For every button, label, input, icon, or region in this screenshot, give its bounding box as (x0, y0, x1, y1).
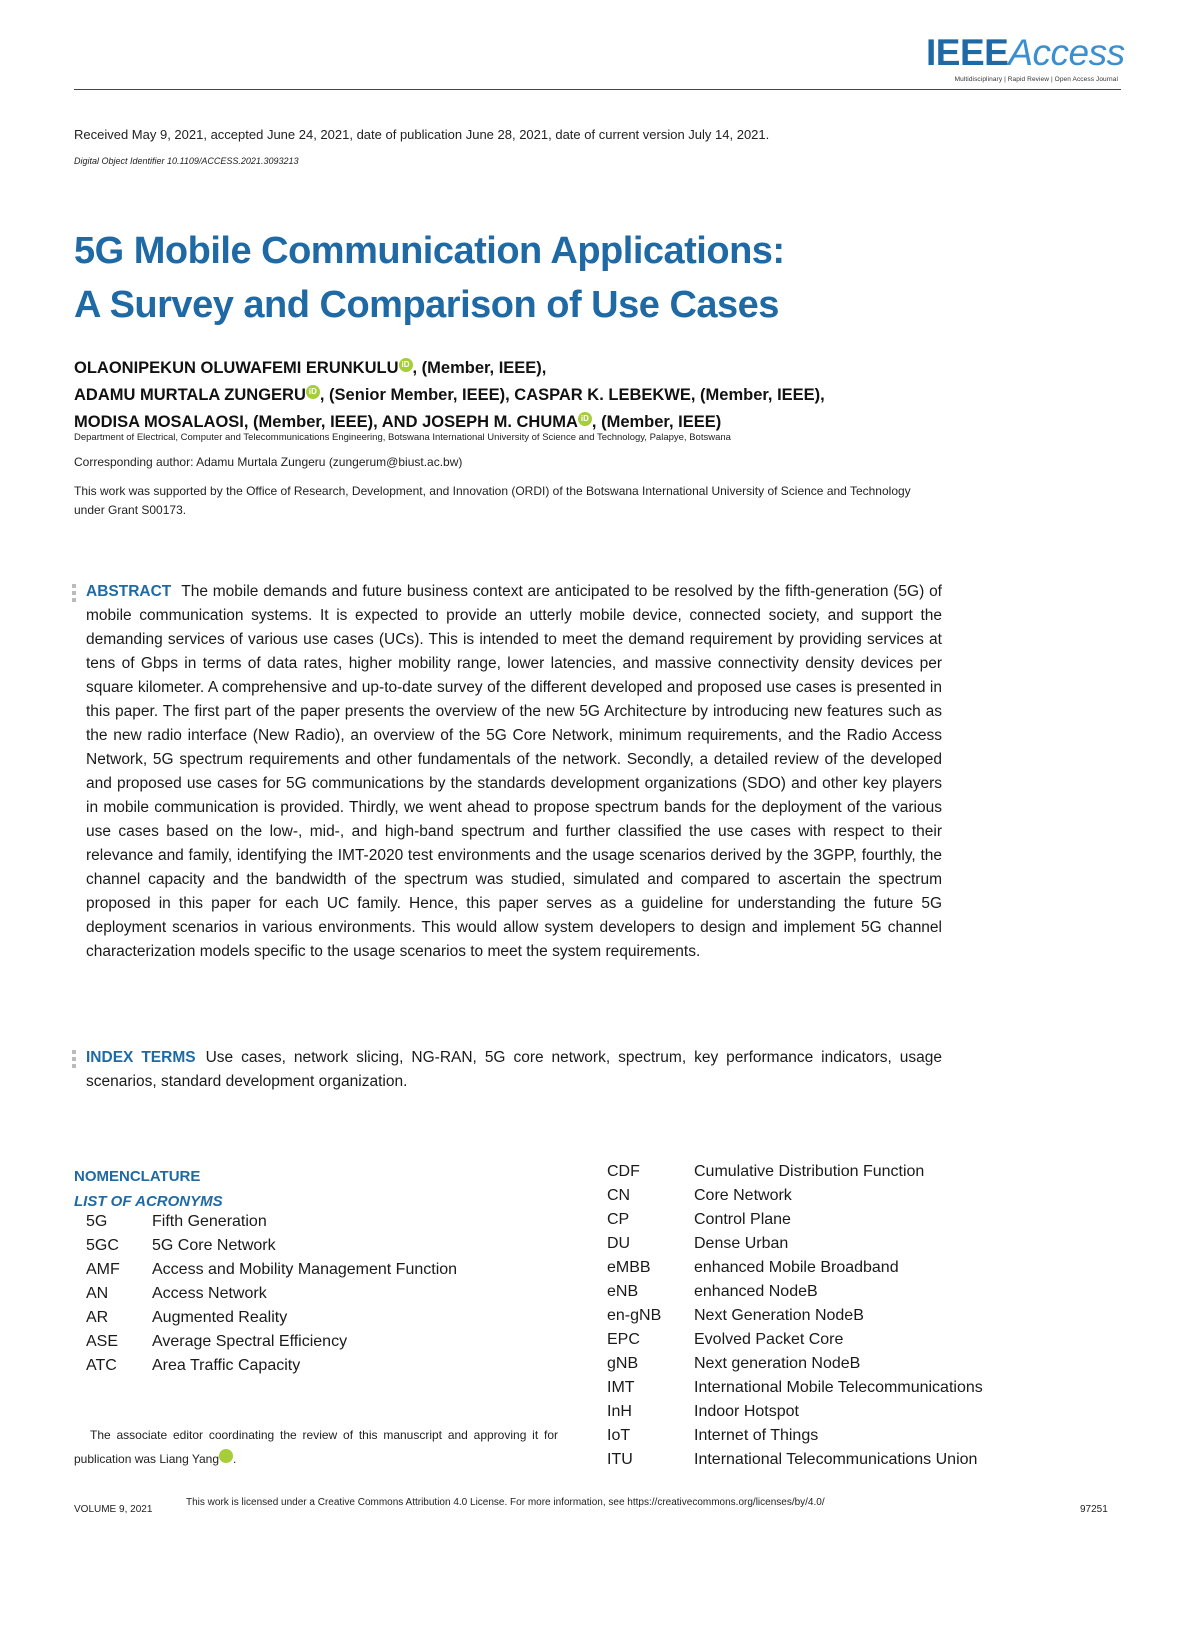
acronym-list-left (86, 1210, 457, 1378)
author-list (74, 355, 1134, 436)
acronym-row (607, 1184, 983, 1208)
acronym-abbr: CP (607, 1211, 630, 1228)
acronym-row (607, 1256, 983, 1280)
acronym-row (86, 1282, 457, 1306)
acronym-full: Augmented Reality (152, 1309, 288, 1326)
author-erunkulu: OLAONIPEKUN OLUWAFEMI ERUNKULU (74, 359, 399, 377)
acronym-full: Area Traffic Capacity (152, 1357, 301, 1374)
acronym-row (607, 1352, 983, 1376)
acronym-row (86, 1306, 457, 1330)
index-terms-margin-marker (72, 1050, 78, 1071)
acronym-full: Fifth Generation (152, 1213, 267, 1230)
acronym-full: International Telecommunications Union (694, 1451, 978, 1468)
acronym-row (607, 1232, 983, 1256)
received-dates: Received May 9, 2021, accepted June 24, 2021, date of publication June 28, 2021, date of current version July 14, 2021. (74, 127, 770, 142)
acronym-full: Next generation NodeB (694, 1355, 861, 1372)
orcid-icon[interactable]: iD (578, 412, 592, 426)
acronym-full: Cumulative Distribution Function (694, 1163, 925, 1180)
author-role: , (Senior Member, IEEE), CASPAR K. LEBEKWE, (Member, IEEE), (319, 386, 825, 404)
index-terms-label: INDEX TERMS (86, 1049, 196, 1066)
acronym-abbr: ATC (86, 1357, 117, 1374)
index-terms-section (86, 1046, 942, 1094)
acronym-abbr: AN (86, 1285, 109, 1302)
acronym-abbr: AMF (86, 1261, 120, 1278)
title-line-1: 5G Mobile Communication Applications: (74, 230, 785, 272)
acronym-row (607, 1328, 983, 1352)
index-terms-text: Use cases, network slicing, NG-RAN, 5G core network, spectrum, key performance indicators, usage scenarios, standard development organization. (86, 1049, 942, 1090)
ieee-access-logo (926, 32, 1125, 83)
acronym-full: International Mobile Telecommunications (694, 1379, 983, 1396)
acronym-abbr: DU (607, 1235, 631, 1252)
orcid-icon[interactable]: iD (306, 385, 320, 399)
logo-wordmark (926, 32, 1125, 73)
orcid-icon[interactable]: iD (219, 1449, 233, 1463)
acronym-full: Indoor Hotspot (694, 1403, 799, 1420)
author-role: , (Member, IEEE), (412, 359, 547, 377)
acronym-abbr: eNB (607, 1283, 639, 1300)
acronyms-subheading: LIST OF ACRONYMS (74, 1193, 223, 1210)
acronym-abbr: InH (607, 1403, 632, 1420)
acronym-full: Internet of Things (694, 1427, 819, 1444)
author-zungeru: ADAMU MURTALA ZUNGERU (74, 386, 306, 404)
acronym-full: Access and Mobility Management Function (152, 1261, 458, 1278)
acronym-row (607, 1424, 983, 1448)
corresponding-author: Corresponding author: Adamu Murtala Zungeru (zungerum@biust.ac.bw) (74, 455, 463, 469)
acronym-full: Control Plane (694, 1211, 791, 1228)
acronym-full: Average Spectral Efficiency (152, 1333, 348, 1350)
footer-license[interactable]: This work is licensed under a Creative Commons Attribution 4.0 License. For more information, see https://creativecommons.org/licenses/by/4.0/ (186, 1497, 825, 1508)
funding-statement: This work was supported by the Office of Research, Development, and Innovation (ORDI) of the Botswana International University of Science and Technology under Grant S00173. (74, 484, 911, 517)
abstract-margin-marker (72, 584, 78, 605)
acronym-abbr: gNB (607, 1355, 639, 1372)
footer-volume: VOLUME 9, 2021 (74, 1504, 153, 1515)
footer-page-number: 97251 (1080, 1504, 1108, 1515)
acronym-row (607, 1376, 983, 1400)
paper-title (74, 224, 785, 332)
acronym-full: Dense Urban (694, 1235, 789, 1252)
abstract-text: The mobile demands and future business context are anticipated to be resolved by the fifth-generation (5G) of mobile communication systems. It is expected to provide an utterly mobile device, connected society, and support the demanding services of various use cases (UCs). This is intended to meet the demand requirement by providing services at tens of Gbps in terms of data rates, higher mobility range, lower latencies, and massive connectivity density devices per square kilometer. A comprehensive and up-to-date survey of the different developed and proposed use cases is presented in this paper. The first part of the paper presents the overview of the new 5G Architecture by introducing new features such as the new radio interface (New Radio), an overview of the 5G Core Network, minimum requirements, and the Radio Access Network, 5G spectrum requirements and other fundamentals of the network. Secondly, a detailed review of the developed and proposed use cases for 5G communications by the standards development organizations (SDO) and other key players in mobile communication is provided. Thirdly, we went ahead to propose spectrum bands for the deployment of the various use cases based on the low-, mid-, and high-band spectrum and further classified the use cases with respect to their relevance and family, identifying the IMT-2020 test environments and the usage scenarios derived by the 3GPP, fourthly, the channel capacity and the bandwidth of the spectrum was studied, simulated and compared to ascertain the spectrum proposed in this paper for each UC family. Hence, this paper serves as a guideline for understanding the future 5G deployment scenarios in various environments. This would allow system developers to design and implement 5G channel characterization models specific to the usage scenarios to meet the system requirements. (86, 583, 942, 960)
acronym-abbr: EPC (607, 1331, 640, 1348)
affiliation: Department of Electrical, Computer and Telecommunications Engineering, Botswana International University of Science and Technology, Palapye, Botswana (74, 432, 731, 443)
author-line-1 (74, 355, 1134, 382)
acronym-abbr: 5G (86, 1213, 108, 1230)
orcid-icon[interactable]: iD (399, 358, 413, 372)
acronym-row (607, 1448, 983, 1472)
acronym-abbr: CDF (607, 1163, 640, 1180)
acronym-abbr: ASE (86, 1333, 119, 1350)
acronym-full: 5G Core Network (152, 1237, 276, 1254)
abstract-label: ABSTRACT (86, 583, 172, 600)
acronym-list-right (607, 1160, 983, 1472)
title-line-2: A Survey and Comparison of Use Cases (74, 284, 779, 326)
acronym-abbr: AR (86, 1309, 109, 1326)
acronym-row (607, 1160, 983, 1184)
acronym-abbr: eMBB (607, 1259, 651, 1276)
footnote-period: . (233, 1452, 237, 1466)
acronym-row (86, 1354, 457, 1378)
acronym-full: Access Network (152, 1285, 267, 1302)
acronym-abbr: 5GC (86, 1237, 119, 1254)
acronym-abbr: ITU (607, 1451, 633, 1468)
author-line-2 (74, 382, 1134, 409)
footnote-text: The associate editor coordinating the review of this manuscript and approving it for publication was Liang Yang (74, 1428, 558, 1466)
logo-access-text: Access (1008, 32, 1125, 73)
acronym-row (607, 1400, 983, 1424)
author-mosalaosi-chuma: MODISA MOSALAOSI, (Member, IEEE), AND JOSEPH M. CHUMA (74, 413, 578, 431)
doi-identifier: Digital Object Identifier 10.1109/ACCESS.2021.3093213 (74, 156, 299, 166)
acronym-row (86, 1258, 457, 1282)
acronym-abbr: IoT (607, 1427, 631, 1444)
abstract-section (86, 580, 942, 964)
nomenclature-heading: NOMENCLATURE (74, 1168, 201, 1185)
acronym-abbr: IMT (607, 1379, 635, 1396)
acronym-abbr: CN (607, 1187, 631, 1204)
acronym-full: Core Network (694, 1187, 792, 1204)
acronym-full: enhanced Mobile Broadband (694, 1259, 899, 1276)
author-role: , (Member, IEEE) (591, 413, 722, 431)
acronym-abbr: en-gNB (607, 1307, 662, 1324)
header-divider (74, 89, 1121, 90)
acronym-full: Next Generation NodeB (694, 1307, 864, 1324)
acronym-full: enhanced NodeB (694, 1283, 818, 1300)
acronym-row (86, 1210, 457, 1234)
acronym-row (86, 1234, 457, 1258)
logo-ieee-text: IEEE (926, 32, 1009, 73)
editor-footnote (74, 1423, 558, 1471)
acronym-row (607, 1208, 983, 1232)
acronym-row (607, 1304, 983, 1328)
acronym-row (607, 1280, 983, 1304)
logo-tagline: Multidisciplinary | Rapid Review | Open Access Journal (954, 76, 1118, 83)
acronym-row (86, 1330, 457, 1354)
acronym-full: Evolved Packet Core (694, 1331, 844, 1348)
